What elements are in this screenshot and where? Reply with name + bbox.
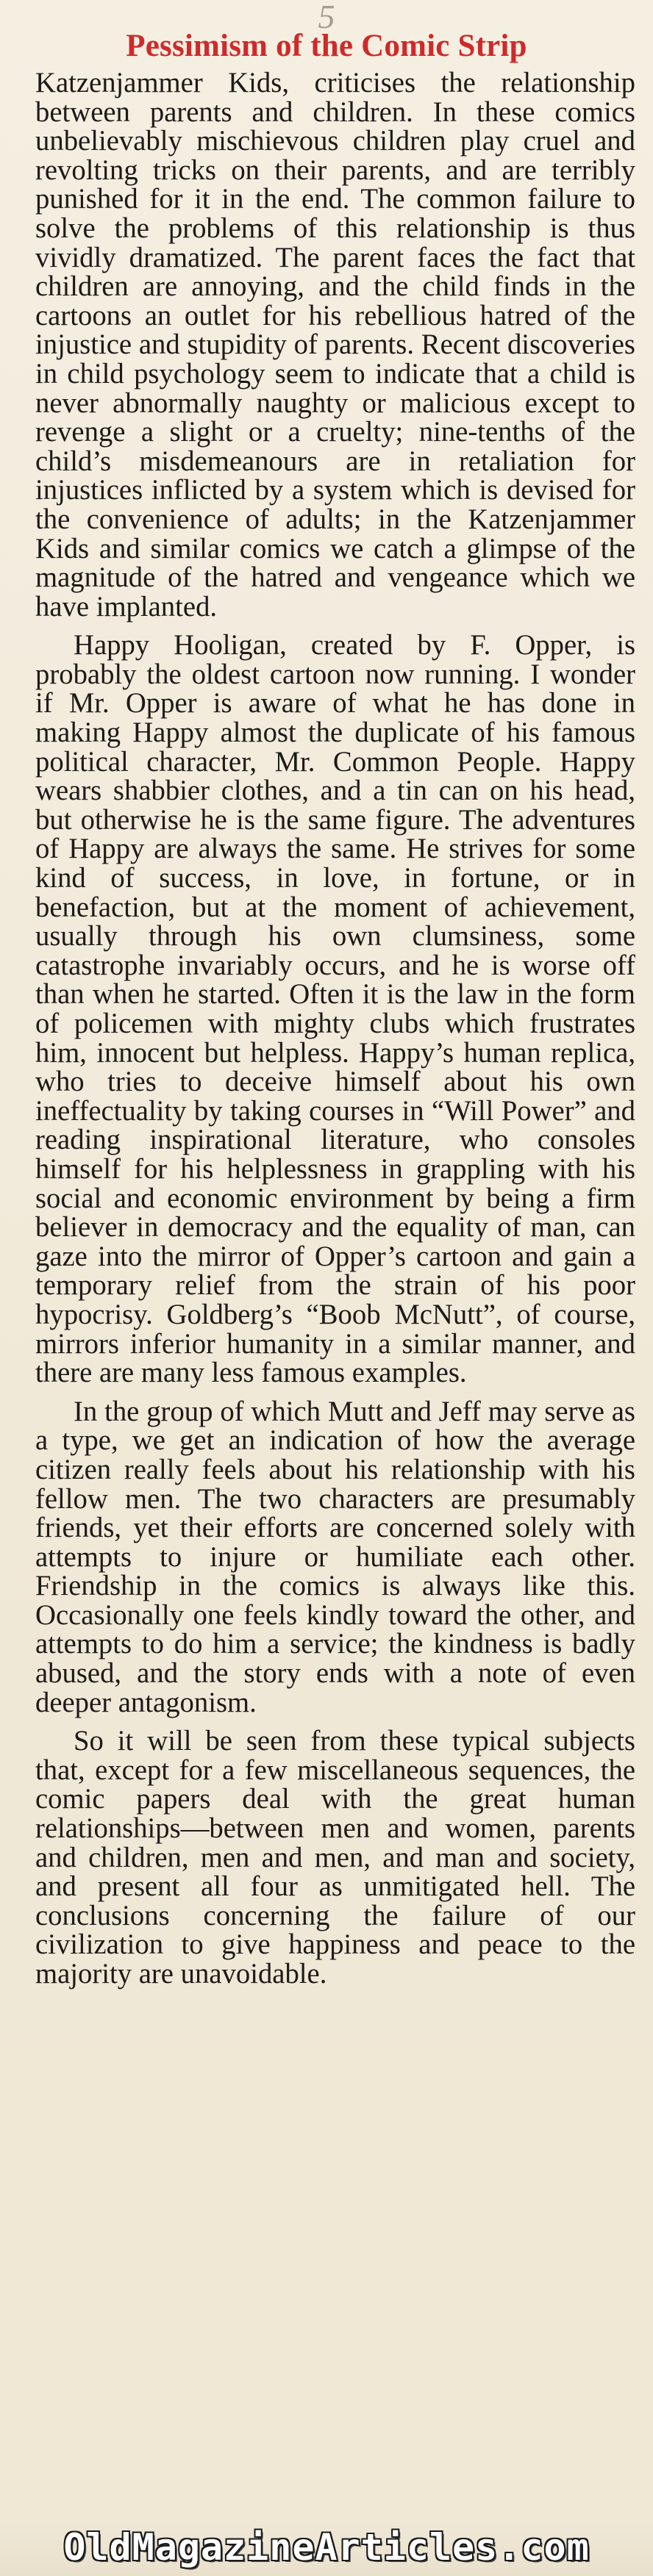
paragraph-1: Katzenjammer Kids, criticises the relationship between parents and children. In these comics unbelievably mischievous children play cruel and revolting tricks on their parents, and are terribly punished for it in the end. The common failure to solve the problems of this relationship is thus vividly dramatized. The parent faces the fact that children are annoying, and the child finds in the cartoons an outlet for his rebellious hatred of the injustice and stupidity of parents. Recent discoveries in child psychology seem to indicate that a child is never abnormally naughty or malicious except to revenge a slight or a cruelty; nine-tenths of the child’s misdemeanours are in retaliation for injustices inflicted by a system which is devised for the convenience of adults; in the Katzenjammer Kids and similar comics we catch a glimpse of the magnitude of the hatred and vengeance which we have implanted. — [35, 68, 635, 623]
article-body — [35, 69, 635, 1999]
article-headline: Pessimism of the Comic Strip — [126, 29, 527, 63]
paragraph-2: Happy Hooligan, created by F. Opper, is probably the oldest cartoon now running. I wonder if Mr. Opper is aware of what he has done in making Happy almost the duplicate of his famous political character, Mr. Common People. Happy wears shabbier clothes, and a tin can on his head, but otherwise he is the same figure. The adventures of Happy are always the same. He strives for some kind of success, in love, in fortune, or in benefaction, but at the moment of achievement, usually through his own clumsiness, some catastrophe invariably occurs, and he is worse off than when he started. Often it is the law in the form of policemen with mighty clubs which frustrates him, innocent but helpless. Happy’s human replica, who tries to deceive himself about his own ineffectuality by taking courses in “Will Power” and reading inspirational literature, who consoles himself for his helplessness in grappling with his social and economic environment by being a firm believer in democracy and the equality of man, can gaze into the mirror of Opper’s cartoon and gain a temporary relief from the strain of his poor hypocrisy. Goldberg’s “Boob McNutt”, of course, mirrors inferior humanity in a similar manner, and there are many less famous examples. — [35, 630, 635, 1389]
paragraph-4: So it will be seen from these typical subjects that, except for a few miscellaneous sequences, the comic papers deal with the great human relationships—between men and women, parents and children, men and men, and man and society, and present all four as unmitigated hell. The conclusions concerning the failure of our civilization to give happiness and peace to the majority are unavoidable. — [35, 1726, 635, 1990]
site-watermark: OldMagazineArticles.com — [63, 2526, 590, 2569]
page-number: 5 — [318, 0, 335, 35]
paragraph-3: In the group of which Mutt and Jeff may serve as a type, we get an indication of how the average citizen really feels about his relationship with his fellow men. The two characters are presumably friends, yet their efforts are concerned solely with attempts to injure or humiliate each other. Friendship in the comics is always like this. Occasionally one feels kindly toward the other, and attempts to do him a service; the kindness is badly abused, and the story ends with a note of even deeper antagonism. — [35, 1396, 635, 1718]
